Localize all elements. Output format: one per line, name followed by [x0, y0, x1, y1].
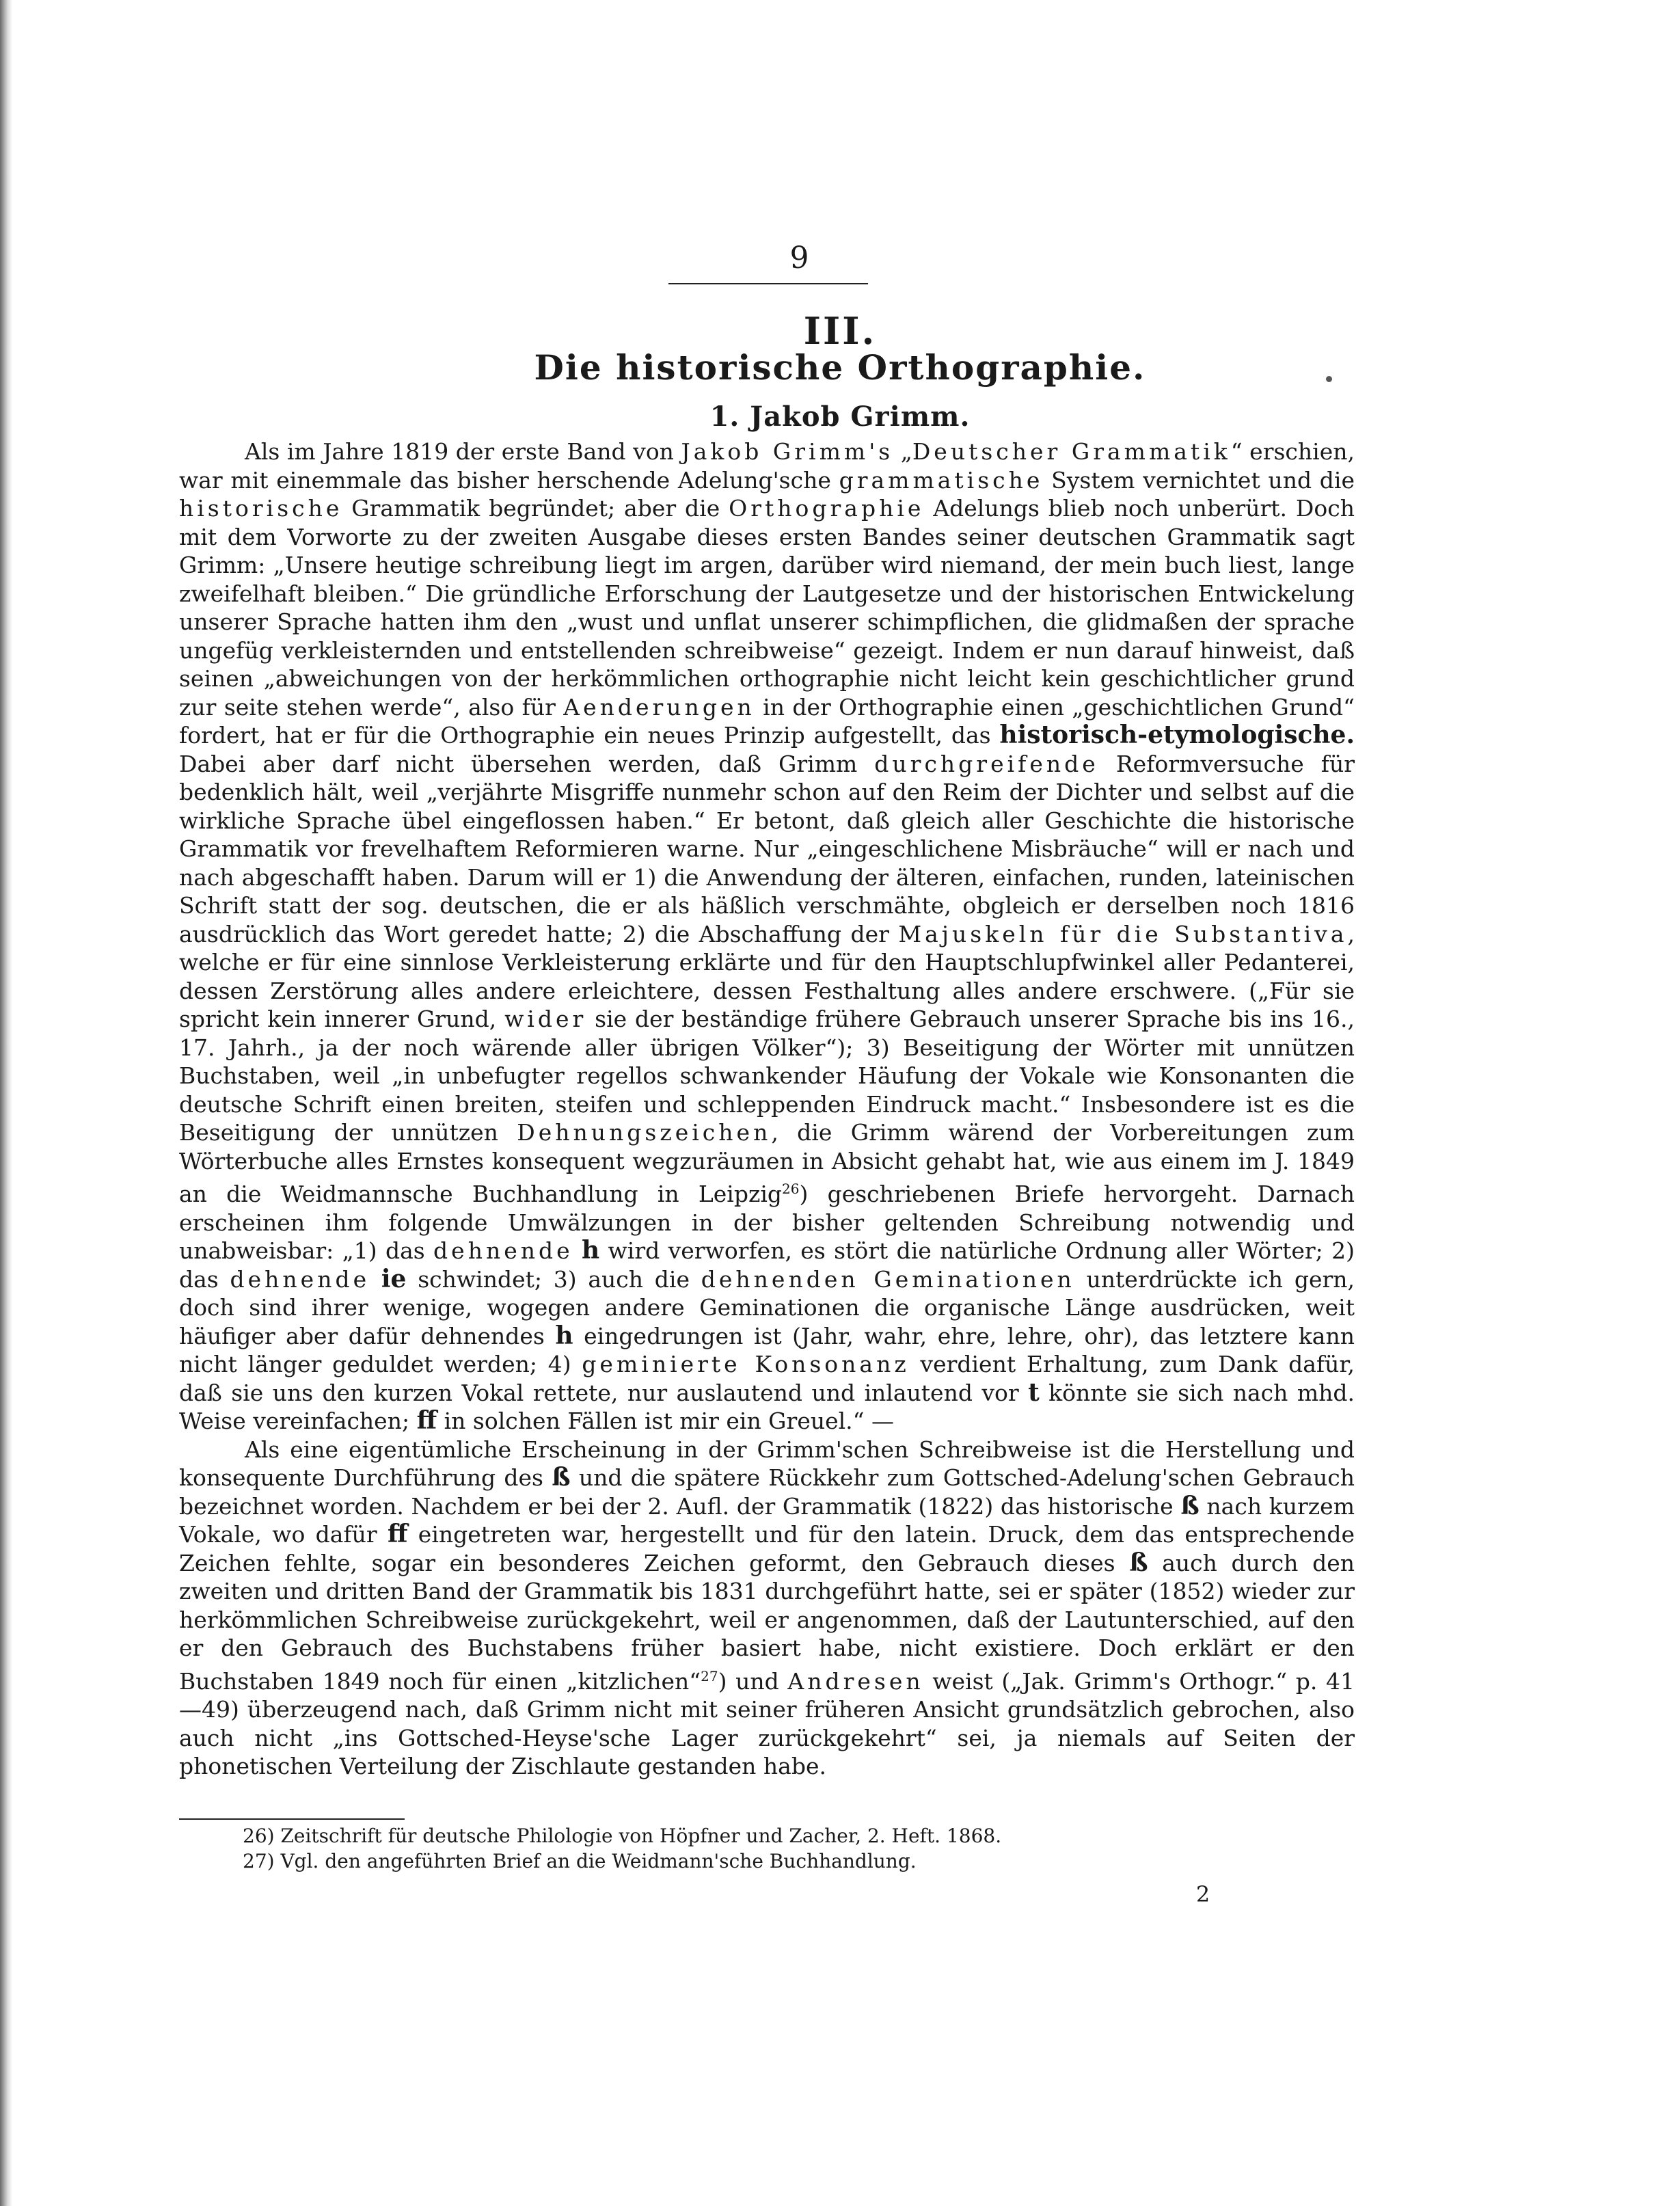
emphasis-spaced: Aenderungen	[563, 693, 755, 721]
text-run: und die spätere Rückkehr zum Gottsched-Adelung'schen Gebrauch bezeichnet worden. Nachdem er bei der 2. Aufl. der Grammatik (1822) das historische	[179, 1464, 1355, 1520]
paragraph	[179, 438, 1355, 1436]
emphasis-bold: historisch-etymologische.	[999, 721, 1355, 749]
footnote-26: 26) Zeitschrift für deutsche Philologie von Höpfner und Zacher, 2. Heft. 1868.	[243, 1825, 1002, 1847]
chapter-number: III.	[803, 309, 877, 353]
footnote-ref: 27	[701, 1667, 718, 1684]
emphasis-bold: ff	[416, 1406, 437, 1435]
emphasis-spaced: dehnende	[230, 1265, 370, 1293]
text-run: Adelungs blieb noch unberürt. Doch mit dem Vorworte zu der zweiten Ausgabe dieses ersten Bandes seiner deutschen Grammatik sagt Grimm: „Unsere heutige schreibung liegt im argen, darüber wird niemand, der mein buch liest, lange zweifelhaft bleiben.“ Die gründliche Erforschung der Lautgesetze und der historischen Entwickelung unserer Sprache hatten ihm den „wust und unflat unserer schimpflichen, die glidmaßen der sprache ungefüg verkleisternden und entstellenden schreibweise“ gezeigt. Indem er nun darauf hinweist, daß seinen „abweichungen von der herkömmlichen orthographie nicht leicht kein geschichtlicher grund zur seite stehen werde“, also für	[179, 495, 1355, 721]
text-run: System vernichtet und die	[1043, 466, 1355, 494]
emphasis-spaced: dehnenden Geminationen	[701, 1265, 1075, 1293]
text-run: weist („Jak. Grimm's Orthogr.“ p. 41—49) überzeugend nach, daß Grimm nicht mit seiner früheren Ansicht grundsätzlich gebrochen, also auch nicht „ins Gottsched-Heyse'sche Lager zurückgekehrt“ sei, ja niemals auf Seiten der phonetischen Verteilung der Zischlaute gestanden habe.	[179, 1667, 1355, 1779]
footnote-ref: 26	[782, 1181, 800, 1197]
text-run: Dabei aber darf nicht übersehen werden, daß Grimm	[179, 750, 875, 777]
text-run: eingedrungen ist (Jahr, wahr, ehre, lehre, ohr), das letztere kann nicht länger geduldet werden; 4)	[179, 1322, 1355, 1377]
footnote-rule	[179, 1818, 405, 1820]
text-run: „	[893, 438, 912, 465]
text-run: könnte sie sich nach mhd. Weise vereinfachen;	[179, 1379, 1355, 1434]
emphasis-spaced: Deutscher Grammatik	[912, 438, 1231, 465]
footnote-27: 27) Vgl. den angeführten Brief an die Weidmann'sche Buchhandlung.	[243, 1850, 917, 1872]
section-heading: 1. Jakob Grimm.	[709, 401, 971, 433]
text-run: verdient Erhaltung, zum Dank dafür, daß sie uns den kurzen Vokal rettete, nur auslautend und inlautend vor	[179, 1351, 1355, 1406]
emphasis-spaced: Jakob Grimm's	[681, 438, 894, 465]
emphasis-bold: ß	[552, 1463, 571, 1492]
text-run: Reformversuche für bedenklich hält, weil „verjährte Misgriffe nunmehr schon auf den Reim der Dichter und selbst auf die wirkliche Sprache übel eingeflossen haben.“ Er betont, daß gleich aller Geschichte die historische Grammatik vor frevelhaftem Reformieren warne. Nur „eingeschlichene Misbräuche“ will er nach und nach abgeschafft haben. Darum will er 1) die Anwendung der älteren, einfachen, runden, lateinischen Schrift statt der sog. deutschen, die er als häßlich verschmähte, obgleich er derselben noch 1816 ausdrücklich das Wort geredet hatte; 2) die Abschaffung der	[179, 750, 1355, 947]
text-run: sie der beständige frühere Gebrauch unserer Sprache bis ins 16., 17. Jahrh., ja der noch wärende aller übrigen Völker“); 3) Beseitigung der Wörter mit unnützen Buchstaben, weil „in unbefugter regellos schwankender Häufung der Vokale wie Konsonanten die deutsche Schrift einen breiten, steifen und schleppenden Eindruck macht.“ Insbesondere ist es die Beseitigung der unnützen	[179, 1006, 1355, 1146]
emphasis-bold: ie	[381, 1264, 407, 1293]
text-run: eingetreten war, hergestellt und für den latein. Druck, dem das entsprechende Zeichen fehlte, sogar ein besonderes Zeichen geformt, den Gebrauch dieses	[179, 1521, 1355, 1576]
ink-speck	[1326, 376, 1332, 382]
emphasis-bold: ff	[387, 1520, 408, 1548]
emphasis-spaced: Andresen	[787, 1667, 924, 1695]
emphasis-spaced: geminierte Konsonanz	[582, 1351, 910, 1377]
text-run: nach kurzem Vokale, wo dafür	[179, 1492, 1355, 1548]
text-run: Grammatik begründet; aber die	[342, 495, 729, 522]
text-run: ) geschriebenen Briefe hervorgeht. Darnach erscheinen ihm folgende Umwälzungen in der bisher geltenden Schreibung notwendig und unabweisbar: „1) das	[179, 1181, 1355, 1264]
page-number: 9	[789, 241, 810, 275]
emphasis-spaced: Majuskeln für die Substantiva	[898, 920, 1348, 947]
emphasis-spaced: dehnende	[433, 1237, 573, 1264]
text-run: , die Grimm wärend der Vorbereitungen zum Wörterbuche alles Ernstes konsequent wegzuräumen in Absicht gehabt hat, wie aus einem im J. 1849 an die Weidmannsche Buchhandlung in Leipzig	[179, 1119, 1355, 1207]
text-run: , welche er für eine sinnlose Verkleisterung erklärte und für den Hauptschlupfwinkel aller Pedanterei, dessen Zerstörung alles andere erleichtere, dessen Festhaltung alles andere erschwere. („Für sie spricht kein innerer Grund,	[179, 920, 1355, 1032]
emphasis-bold: ß	[1180, 1491, 1200, 1520]
text-run: in solchen Fällen ist mir ein Greuel.“ —	[437, 1408, 895, 1434]
emphasis-bold: ß	[1129, 1548, 1148, 1577]
emphasis-spaced: historische	[179, 495, 343, 522]
text-run: Als im Jahre 1819 der erste Band von	[245, 438, 681, 465]
text-run: “ erschien, war mit einemmale das bisher herschende Adelung'sche	[179, 438, 1355, 494]
text-run: schwindet; 3) auch die	[406, 1265, 701, 1293]
body-text	[179, 438, 1355, 1781]
text-run: unterdrückte ich gern, doch sind ihrer wenige, wogegen andere Geminationen die organische Länge ausdrücken, weit häufiger aber dafür dehnendes	[179, 1265, 1355, 1349]
emphasis-spaced: durchgreifende	[874, 750, 1099, 777]
emphasis-spaced: Orthographie	[729, 495, 925, 522]
text-run: Als eine eigentümliche Erscheinung in der Grimm'schen Schreibweise ist die Herstellung und konsequente Durchführung des	[179, 1436, 1355, 1491]
text-run	[370, 1266, 381, 1293]
text-run: in der Orthographie einen „geschichtlichen Grund“ fordert, hat er für die Orthographie ein neues Prinzip aufgestellt, das	[179, 693, 1355, 749]
emphasis-bold: t	[1028, 1377, 1040, 1407]
emphasis-bold: h	[582, 1236, 600, 1265]
emphasis-spaced: wider	[504, 1006, 587, 1032]
text-run: wird verworfen, es stört die natürliche Ordnung aller Wörter; 2) das	[179, 1237, 1355, 1293]
text-run	[573, 1237, 582, 1264]
paragraph	[179, 1436, 1355, 1781]
signature-mark: 2	[1195, 1881, 1210, 1907]
chapter-title: Die historische Orthographie.	[534, 347, 1146, 388]
footnotes	[243, 1823, 1268, 1874]
emphasis-bold: h	[555, 1321, 573, 1350]
header-rule	[668, 283, 868, 284]
emphasis-spaced: Dehnungszeichen	[517, 1119, 772, 1146]
emphasis-spaced: grammatische	[839, 466, 1044, 494]
text-run: auch durch den zweiten und dritten Band der Grammatik bis 1831 durchgeführt hatte, sei er später (1852) wieder zur herkömmlichen Schreibweise zurückgekehrt, weil er angenommen, daß der Lautunterschied, auf den er den Gebrauch des Buchstabens früher basiert habe, nicht existiere. Doch erklärt er den Buchstaben 1849 noch für einen „kitzlichen“	[179, 1549, 1355, 1695]
text-run: ) und	[718, 1667, 788, 1695]
